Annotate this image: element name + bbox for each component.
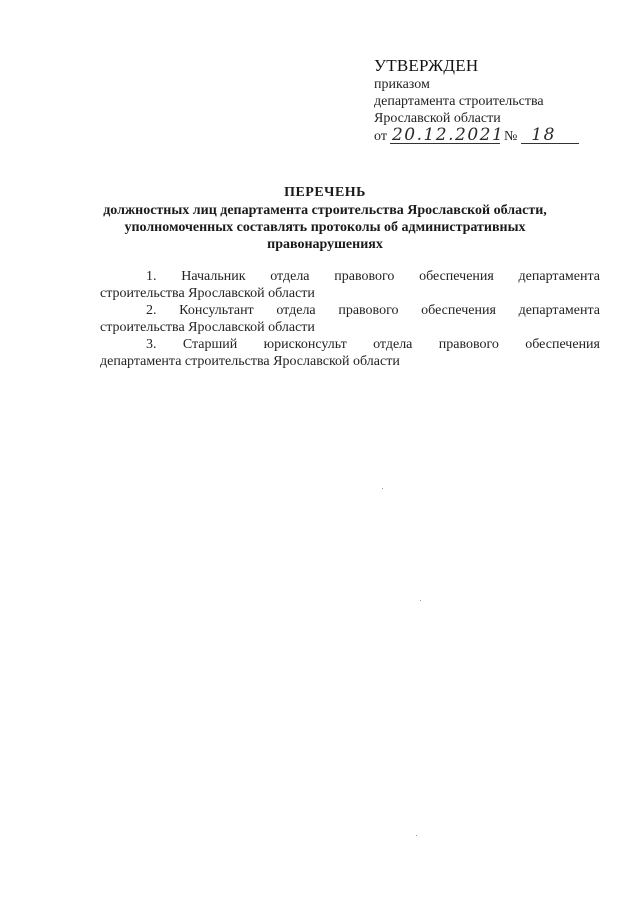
list-item-first-line: 2. Консультант отдела правового обеспечения департамента: [146, 303, 600, 318]
list-item-continuation: строительства Ярославской области: [100, 320, 315, 335]
officials-list: [100, 268, 600, 370]
handwritten-order-number: 18: [521, 127, 579, 144]
title-line-3: правонарушениях: [267, 237, 383, 252]
approval-line-order: приказом: [374, 77, 430, 92]
approval-line-region: Ярославской области: [374, 111, 501, 126]
scan-speck: [420, 600, 421, 601]
list-item-continuation: департамента строительства Ярославской области: [100, 354, 400, 369]
scan-speck: [382, 488, 383, 489]
list-item-first-line: 3. Старший юрисконсульт отдела правового обеспечения: [146, 337, 600, 352]
approval-line-department: департамента строительства: [374, 94, 544, 109]
title-line-2: уполномоченных составлять протоколы об административных: [124, 220, 526, 235]
document-title: ПЕРЕЧЕНЬ: [284, 185, 366, 200]
list-item: [100, 302, 600, 336]
title-line-1: должностных лиц департамента строительства Ярославской области,: [103, 203, 547, 218]
list-item-first-line: 1. Начальник отдела правового обеспечения департамента: [146, 269, 600, 284]
approval-date-row: [374, 127, 594, 145]
handwritten-date: 20.12.2021: [391, 125, 505, 145]
scan-speck: [416, 835, 417, 836]
number-sign: №: [503, 129, 518, 144]
list-item: [100, 268, 600, 302]
approved-heading: УТВЕРЖДЕН: [374, 56, 479, 75]
approval-stamp-block: [374, 56, 594, 145]
list-item-continuation: строительства Ярославской области: [100, 286, 315, 301]
document-title-block: [90, 184, 560, 253]
list-item: [100, 336, 600, 370]
from-label: от: [374, 129, 387, 144]
